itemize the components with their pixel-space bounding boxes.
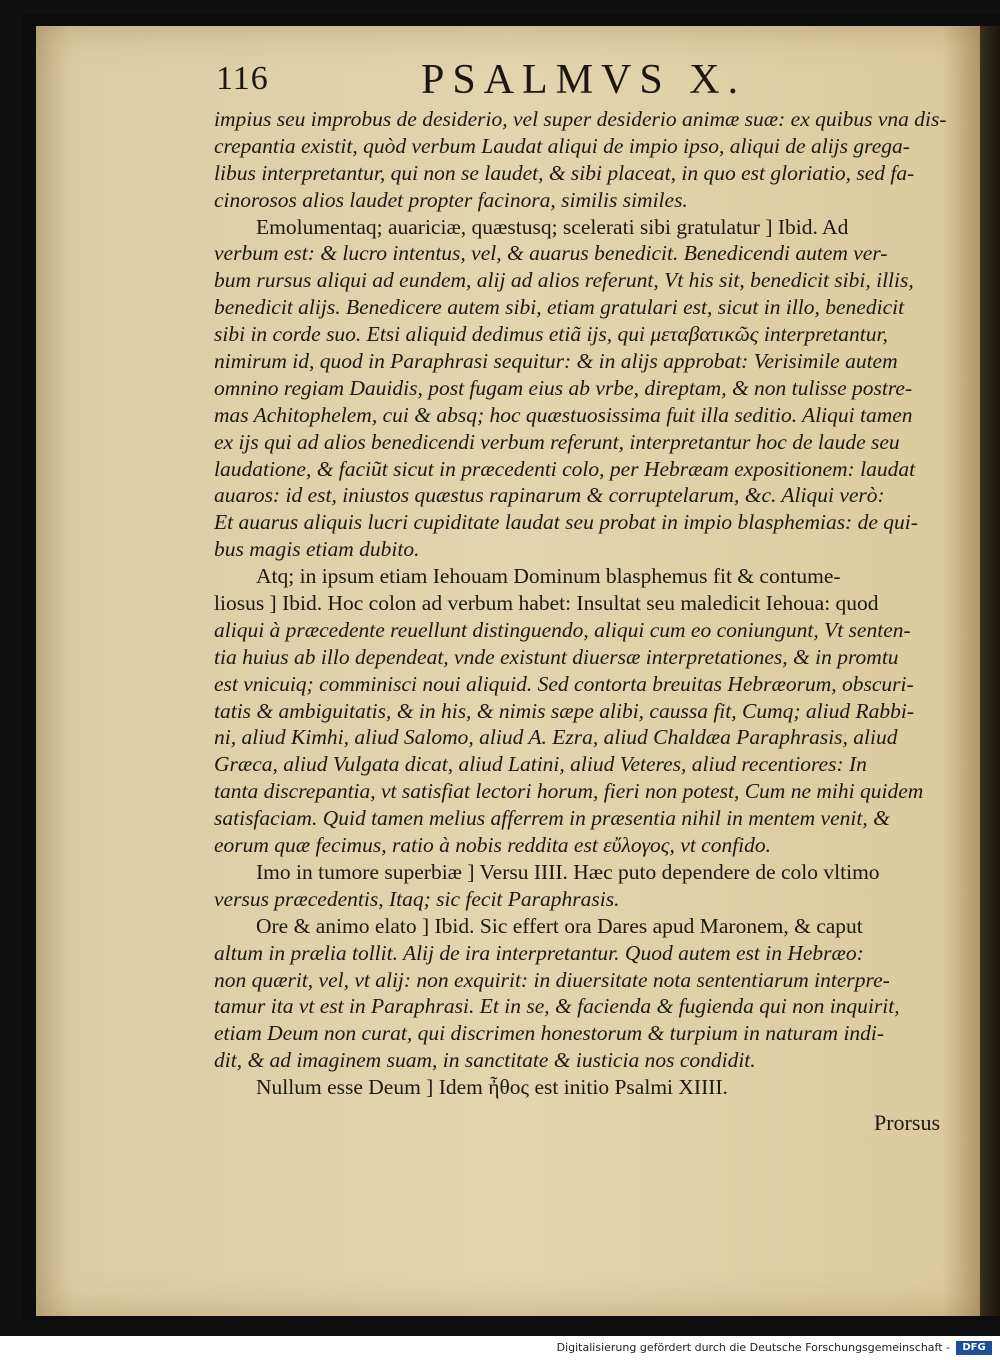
text-line: impius seu improbus de desiderio, vel super desiderio animæ suæ: ex quibus vna dis- <box>214 107 947 131</box>
text-line: tia huius ab illo dependeat, vnde existunt diuersæ interpretationes, & in promtu <box>214 644 899 669</box>
text-line: ex ijs qui ad alios benedicendi verbum referunt, interpretantur hoc de laude seu <box>214 429 900 454</box>
dfg-logo: DFG <box>956 1341 992 1355</box>
text-line: tatis & ambiguitatis, & in his, & nimis sæpe alibi, caussa fit, Cumq; aliud Rabbi- <box>214 698 914 723</box>
text-line: bus magis etiam dubito. <box>214 537 420 562</box>
text-line: Græca, aliud Vulgata dicat, aliud Latini, aliud Veteres, aliud recentiores: In <box>214 752 867 777</box>
text-line: verbum est: & lucro intentus, vel, & auarus benedicit. Benedicendi autem ver- <box>214 241 888 266</box>
page-header <box>216 56 956 106</box>
text-line: laudatione, & faciũt sicut in præcedenti colo, per Hebræam expositionem: laudat <box>214 456 916 481</box>
catchword: Prorsus <box>874 1110 941 1135</box>
digitization-footer <box>0 1336 1000 1360</box>
text-line: liosus ] Ibid. Hoc colon ad verbum habet: Insultat seu maledicit Iehoua: quod <box>214 591 879 616</box>
text-line: est vnicuiq; comminisci noui aliquid. Sed contorta breuitas Hebræorum, obscuri- <box>214 671 914 696</box>
text-line: mas Achitophelem, cui & absq; hoc quæstuosissima fuit illa seditio. Aliqui tamen <box>214 402 913 427</box>
text-line: sibi in corde suo. Etsi aliquid dedimus etiã ijs, qui μεταβατικῶς interpretantur, <box>214 322 888 347</box>
text-line: crepantia existit, quòd verbum Laudat aliqui de impio ipso, aliqui de alijs grega- <box>214 133 910 158</box>
text-line: Imo in tumore superbiæ ] Versu IIII. Hæc puto dependere de colo vltimo <box>256 859 880 884</box>
text-line: benedicit alijs. Benedicere autem sibi, etiam gratulari est, sicut in illo, benedicit <box>214 295 905 320</box>
text-line: omnino regiam Dauidis, post fugam eius ab vrbe, direptam, & non tulisse postre- <box>214 375 913 400</box>
running-title: PSALMVS X. <box>421 57 747 103</box>
page-edge <box>980 26 1000 1316</box>
text-line: auaros: id est, iniustos quæstus rapinarum & corruptelarum, &c. Aliqui verò: <box>214 483 885 508</box>
text-line: versus præcedentis, Itaq; sic fecit Paraphrasis. <box>214 886 620 911</box>
text-line: Et auarus aliquis lucri cupiditate laudat seu probat in impio blasphemias: de qui- <box>214 510 918 535</box>
text-line: non quærit, vel, vt alij: non exquirit: in diuersitate nota sententiarum interpre- <box>214 967 890 992</box>
text-line: satisfaciam. Quid tamen melius afferrem in præsentia nihil in mentem venit, & <box>214 806 890 831</box>
text-line: altum in prælia tollit. Alij de ira interpretantur. Quod autem est in Hebræo: <box>214 940 864 965</box>
page-number: 116 <box>216 60 269 97</box>
text-line: Ore & animo elato ] Ibid. Sic effert ora Dares apud Maronem, & caput <box>256 913 863 938</box>
text-line: aliqui à præcedente reuellunt distinguendo, aliqui cum eo coniungunt, Vt senten- <box>214 617 911 642</box>
text-line: dit, & ad imaginem suam, in sanctitate & iusticia nos condidit. <box>214 1048 756 1073</box>
text-line: eorum quæ fecimus, ratio à nobis reddita est εὔλογος, vt confido. <box>214 833 772 858</box>
text-line: Emolumentaq; auariciæ, quæstusq; scelerati sibi gratulatur ] Ibid. Ad <box>256 214 849 239</box>
text-line: tamur ita vt est in Paraphrasi. Et in se, & facienda & fugienda qui non inquirit, <box>214 994 900 1019</box>
commentary-text <box>214 106 950 1101</box>
text-line: bum rursus aliqui ad eundem, alij ad alios referunt, Vt his sit, benedicit sibi, illis, <box>214 268 914 293</box>
text-line: etiam Deum non curat, qui discrimen honestorum & turpium in naturam indi- <box>214 1021 885 1046</box>
text-line: ni, aliud Kimhi, aliud Salomo, aliud A. Ezra, aliud Chaldæa Paraphrasis, aliud <box>214 725 898 750</box>
text-line: Nullum esse Deum ] Idem ἦθος est initio Psalmi XIIII. <box>256 1075 728 1100</box>
text-line: libus interpretantur, qui non se laudet, & sibi placeat, in quo est gloriatio, sed fa- <box>214 160 915 185</box>
text-line: tanta discrepantia, vt satisfiat lectori horum, fieri non potest, Cum ne mihi quidem <box>214 779 924 804</box>
text-line: Atq; in ipsum etiam Iehouam Dominum blasphemus fit & contume- <box>256 564 841 589</box>
text-line: nimirum id, quod in Paraphrasi sequitur: & in alijs approbat: Verisimile autem <box>214 349 898 374</box>
funding-credit: Digitalisierung gefördert durch die Deutsche Forschungsgemeinschaft - <box>556 1341 950 1354</box>
text-line: cinorosos alios laudet propter facinora, similis similes. <box>214 187 688 212</box>
